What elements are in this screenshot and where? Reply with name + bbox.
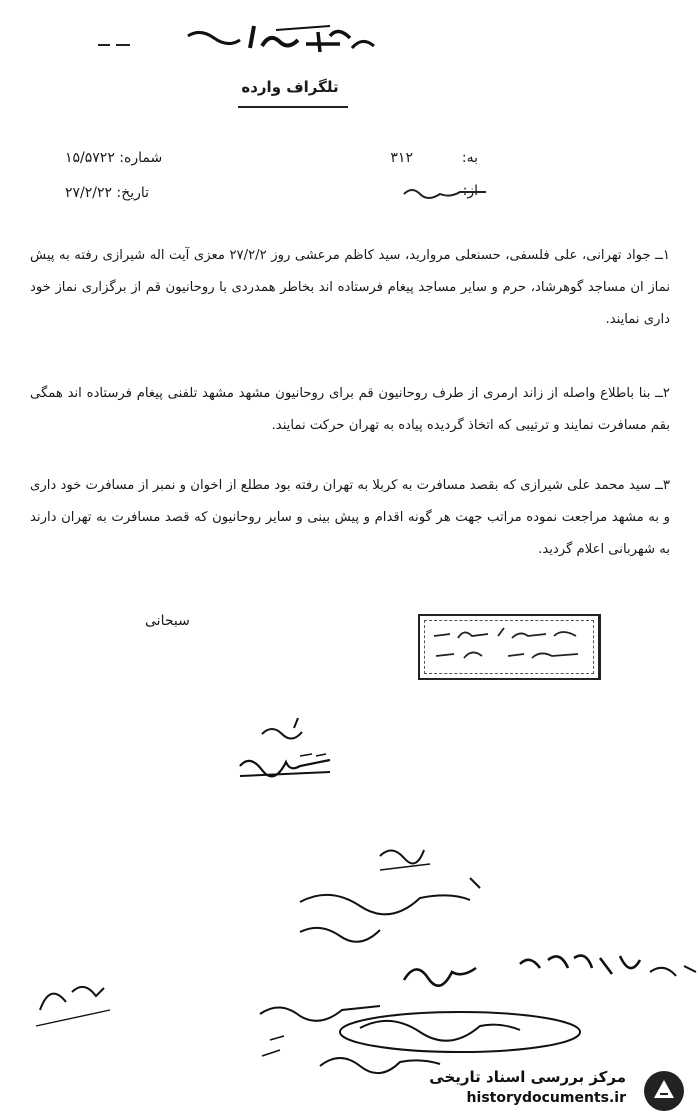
reference-value: ۱۵/۵۷۲۲ (65, 150, 115, 166)
paragraph-text: سید محمد علی شیرازی که بقصد مسافرت به کربلا به تهران رفته بود مطلع از اخوان و نمبر از مسافرت خود داری و به مشهد مراجعت نموده مراتب جهت هر گونه اقدام و پیش بینی و سایر روحانیون که قصد مسافرت به تهران دارند به شهربانی اعلام گردید. (30, 478, 670, 557)
reference-label: شماره: (119, 150, 163, 166)
document-date (65, 185, 149, 201)
date-label: تاریخ: (116, 185, 150, 201)
paragraph-text: بنا باطلاع واصله از زاند ارمری از طرف روحانیون قم برای روحانیون مشهد مشهد تلفنی پیغام فرستاده اند همگی بقم مسافرت نمایند و ترتیبی که اتخاذ گردیده پیاده به تهران حرکت نمایند. (30, 386, 670, 433)
date-value: ۲۷/۲/۲۲ (65, 185, 113, 201)
watermark-site: historydocuments.ir (466, 1090, 626, 1106)
paragraph-number: ۱ــ (655, 248, 670, 263)
paragraph-1 (30, 240, 670, 336)
title-underline (238, 106, 348, 108)
paragraph-number: ۲ــ (655, 386, 670, 401)
paragraph-3 (30, 470, 670, 566)
stamp-handwriting (428, 624, 588, 668)
sender-label: از: (462, 183, 478, 199)
recipient-label: به: (461, 150, 478, 166)
letterhead-seal (180, 18, 380, 62)
recipient-number (390, 150, 478, 166)
paragraph-2 (30, 378, 670, 442)
recipient-value: ۳۱۲ (390, 150, 413, 166)
header-dash-marks (96, 40, 136, 50)
reference-number (65, 150, 162, 166)
handwritten-annotations (0, 710, 700, 1120)
paragraph-number: ۳ــ (655, 478, 670, 493)
sender-handwriting (400, 182, 490, 202)
watermark-org: مرکز بررسی اسناد تاریخی (429, 1068, 626, 1086)
paragraph-text: جواد تهرانی، علی فلسفی، حسنعلی مروارید، سید کاظم مرعشی روز ۲۷/۲/۲ معزی آیت اله شیرازی رفته به پیش نماز ان مساجد گوهرشاد، حرم و سایر مساجد پیغام فرستاده اند بخاطر همدردی با روحانیون قم از برگزاری نماز خود داری نمایند. (30, 248, 670, 327)
signature-name: سبحانی (145, 613, 190, 629)
document-title: تلگراف وارده (241, 78, 339, 96)
registration-stamp (418, 614, 601, 680)
archive-logo (640, 1068, 688, 1114)
